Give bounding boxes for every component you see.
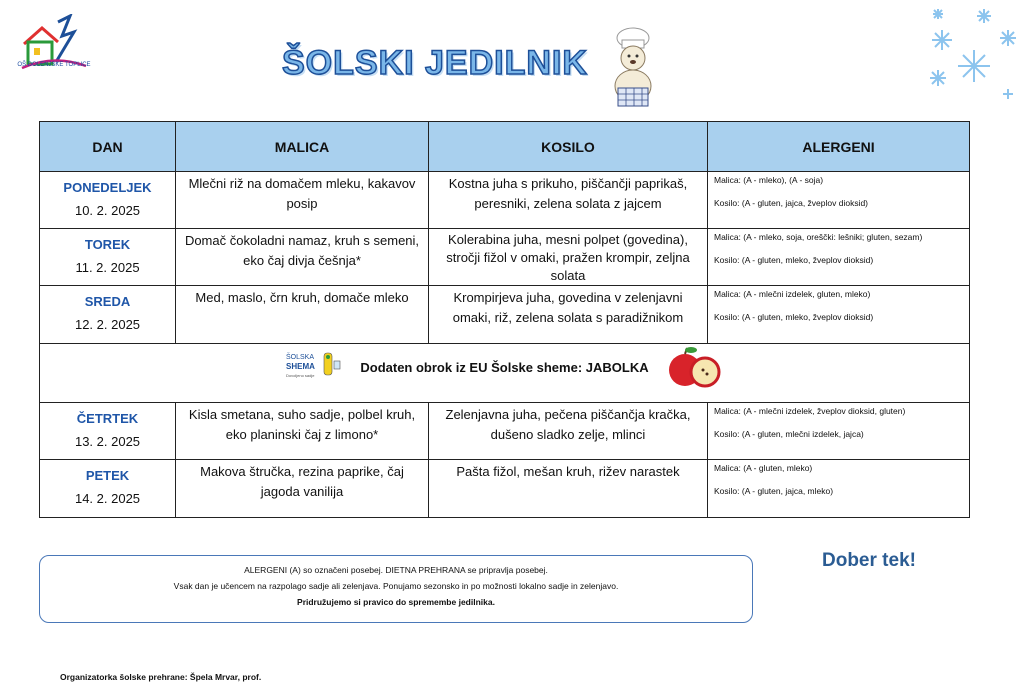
allergen-kosilo: Kosilo: (A - gluten, jajca, mleko)	[714, 486, 834, 496]
header-malica: MALICA	[176, 122, 429, 172]
table-row	[40, 286, 970, 344]
kosilo-cell: Kostna juha s prikuho, piščančji paprikaš, peresniki, zelena solata z jajcem	[448, 176, 688, 211]
allergen-cell	[708, 229, 969, 266]
note-line-2: Vsak dan je učencem na razpolago sadje ali zelenjava. Ponujamo sezonsko in po možnosti lokalno sadje in zelenjavo.	[173, 581, 619, 591]
kosilo-cell: Krompirjeva juha, govedina v zelenjavni omaki, riž, zelena solata s paradižnikom	[452, 290, 684, 325]
allergen-kosilo: Kosilo: (A - gluten, jajca, žveplov dioksid)	[714, 198, 869, 208]
allergen-cell	[708, 403, 969, 440]
malica-cell: Med, maslo, črn kruh, domače mleko	[195, 290, 409, 305]
dober-tek-text: Dober tek!	[822, 550, 916, 571]
note-line-1: ALERGENI (A) so označeni posebej. DIETNA PREHRANA se pripravlja posebej.	[244, 565, 548, 575]
allergen-malica: Malica: (A - mleko, soja, oreščki: lešniki; gluten, sezam)	[714, 232, 923, 242]
logo-text: OŠ DOLENJSKE TOPLICE	[17, 62, 91, 68]
table-row	[40, 460, 970, 518]
allergen-cell	[708, 460, 969, 497]
chef-bear-image	[604, 26, 662, 114]
table-row	[40, 403, 970, 460]
eu-scheme-row	[40, 344, 970, 403]
footer-organizer: Organizatorka šolske prehrane: Špela Mrvar, prof.	[60, 672, 262, 682]
kosilo-cell: Zelenjavna juha, pečena piščančja kračka, dušeno sladko zelje, mlinci	[445, 407, 691, 442]
eu-logo-line2: SHEMA	[286, 362, 316, 371]
header-alergeni: ALERGENI	[708, 122, 970, 172]
header-dan: DAN	[40, 122, 176, 172]
day-name: PETEK	[85, 468, 130, 483]
malica-cell: Kisla smetana, suho sadje, polbel kruh, eko planinski čaj z limono*	[188, 407, 416, 442]
day-name: ČETRTEK	[76, 411, 139, 426]
day-date: 10. 2. 2025	[74, 203, 141, 218]
apples-image	[663, 344, 725, 390]
table-header-row	[40, 122, 970, 172]
menu-table	[39, 121, 970, 518]
allergen-malica: Malica: (A - mlečni izdelek, žveplov dioksid, gluten)	[714, 406, 906, 416]
snowflakes-decoration	[924, 4, 1020, 104]
malica-cell: Mlečni riž na domačem mleku, kakavov posip	[188, 176, 416, 211]
day-date: 13. 2. 2025	[74, 434, 141, 449]
malica-cell: Domač čokoladni namaz, kruh s semeni, eko čaj divja češnja*	[184, 233, 420, 268]
day-name: PONEDELJEK	[63, 180, 152, 195]
allergen-malica: Malica: (A - mleko), (A - soja)	[714, 175, 824, 185]
malica-cell: Makova štručka, rezina paprike, čaj jagoda vanilija	[200, 464, 404, 499]
allergen-cell	[708, 286, 969, 323]
day-name: TOREK	[84, 237, 131, 252]
kosilo-cell: Kolerabina juha, mesni polpet (govedina), stročji fižol v omaki, pražen krompir, zeljna solata	[446, 232, 690, 283]
header-kosilo: KOSILO	[429, 122, 708, 172]
allergen-cell	[708, 172, 969, 209]
allergen-kosilo: Kosilo: (A - gluten, mleko, žveplov dioksid)	[714, 312, 874, 322]
notes-box	[39, 555, 753, 623]
eu-school-scheme-logo	[284, 347, 346, 387]
allergen-kosilo: Kosilo: (A - gluten, mleko, žveplov dioksid)	[714, 255, 874, 265]
allergen-kosilo: Kosilo: (A - gluten, mlečni izdelek, jajca)	[714, 429, 864, 439]
allergen-malica: Malica: (A - mlečni izdelek, gluten, mleko)	[714, 289, 871, 299]
table-row	[40, 172, 970, 229]
eu-scheme-text: Dodaten obrok iz EU Šolske sheme: JABOLKA	[360, 359, 649, 375]
day-name: SREDA	[84, 294, 131, 309]
allergen-malica: Malica: (A - gluten, mleko)	[714, 463, 813, 473]
table-row	[40, 229, 970, 286]
kosilo-cell: Pašta fižol, mešan kruh, rižev narastek	[456, 464, 680, 479]
page-title: ŠOLSKI JEDILNIK	[282, 44, 588, 82]
day-date: 12. 2. 2025	[74, 317, 141, 332]
note-line-3: Pridružujemo si pravico do spremembe jedilnika.	[297, 597, 495, 607]
day-date: 14. 2. 2025	[74, 491, 141, 506]
eu-logo-line3: Dovoljeno sadje	[286, 373, 315, 378]
eu-logo-line1: ŠOLSKA	[286, 354, 315, 361]
day-date: 11. 2. 2025	[75, 260, 140, 275]
